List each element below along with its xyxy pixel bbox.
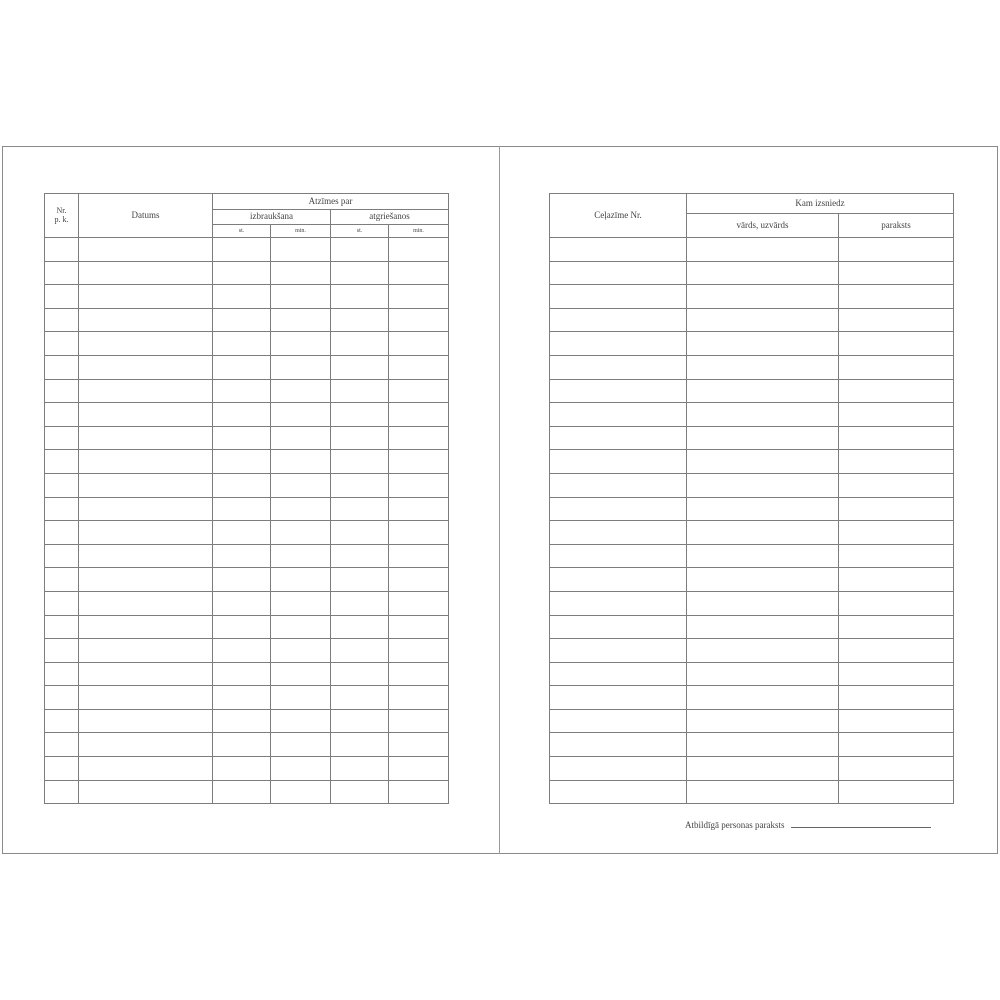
table-cell[interactable]: [550, 662, 687, 686]
table-cell[interactable]: [213, 403, 271, 427]
table-row: [550, 261, 954, 285]
table-row: [45, 733, 449, 757]
table-cell[interactable]: [45, 780, 79, 804]
table-cell[interactable]: [687, 379, 839, 403]
table-cell[interactable]: [839, 497, 954, 521]
table-cell[interactable]: [331, 521, 389, 545]
table-cell[interactable]: [79, 238, 213, 262]
table-cell[interactable]: [79, 568, 213, 592]
table-cell[interactable]: [389, 285, 449, 309]
table-cell[interactable]: [389, 780, 449, 804]
table-cell[interactable]: [687, 733, 839, 757]
table-cell[interactable]: [271, 379, 331, 403]
table-cell[interactable]: [550, 238, 687, 262]
table-row: [45, 591, 449, 615]
table-row: [550, 355, 954, 379]
table-cell[interactable]: [550, 686, 687, 710]
table-cell[interactable]: [271, 426, 331, 450]
table-cell[interactable]: [271, 238, 331, 262]
table-cell[interactable]: [389, 379, 449, 403]
table-cell[interactable]: [687, 709, 839, 733]
table-cell[interactable]: [79, 332, 213, 356]
table-cell[interactable]: [687, 426, 839, 450]
table-cell[interactable]: [389, 238, 449, 262]
table-cell[interactable]: [550, 285, 687, 309]
table-cell[interactable]: [687, 497, 839, 521]
table-cell[interactable]: [687, 473, 839, 497]
table-cell[interactable]: [45, 332, 79, 356]
table-cell[interactable]: [79, 733, 213, 757]
table-cell[interactable]: [839, 521, 954, 545]
table-cell[interactable]: [45, 733, 79, 757]
table-cell[interactable]: [213, 615, 271, 639]
table-cell[interactable]: [550, 568, 687, 592]
table-cell[interactable]: [271, 757, 331, 781]
table-cell[interactable]: [213, 497, 271, 521]
table-cell[interactable]: [550, 733, 687, 757]
table-cell[interactable]: [79, 497, 213, 521]
table-cell[interactable]: [331, 780, 389, 804]
table-row: [45, 238, 449, 262]
table-row: [550, 450, 954, 474]
waybill-issue-log-table: [549, 193, 954, 804]
table-cell[interactable]: [331, 662, 389, 686]
table-cell[interactable]: [839, 733, 954, 757]
table-cell[interactable]: [550, 757, 687, 781]
table-cell[interactable]: [331, 686, 389, 710]
table-cell[interactable]: [550, 544, 687, 568]
table-cell[interactable]: [331, 261, 389, 285]
table-row: [550, 426, 954, 450]
table-cell[interactable]: [271, 662, 331, 686]
table-cell[interactable]: [687, 238, 839, 262]
table-cell[interactable]: [839, 568, 954, 592]
table-cell[interactable]: [45, 521, 79, 545]
table-cell[interactable]: [839, 544, 954, 568]
table-cell[interactable]: [331, 544, 389, 568]
table-cell[interactable]: [79, 473, 213, 497]
table-cell[interactable]: [839, 639, 954, 663]
table-row: [45, 686, 449, 710]
table-cell[interactable]: [687, 403, 839, 427]
table-cell[interactable]: [687, 261, 839, 285]
table-row: [45, 450, 449, 474]
paraksts-header: paraksts: [839, 214, 954, 238]
table-cell[interactable]: [331, 450, 389, 474]
table-row: [45, 662, 449, 686]
table-cell[interactable]: [213, 686, 271, 710]
table-cell[interactable]: [331, 285, 389, 309]
table-cell[interactable]: [331, 379, 389, 403]
table-row: [550, 780, 954, 804]
table-cell[interactable]: [79, 426, 213, 450]
table-cell[interactable]: [550, 261, 687, 285]
table-cell[interactable]: [331, 473, 389, 497]
table-cell[interactable]: [389, 639, 449, 663]
table-cell[interactable]: [213, 733, 271, 757]
table-row: [45, 521, 449, 545]
table-row: [45, 639, 449, 663]
signature-label: Atbildīgā personas paraksts: [685, 820, 785, 830]
table-cell[interactable]: [687, 521, 839, 545]
table-cell[interactable]: [550, 591, 687, 615]
atgriesanos-st-header: st.: [331, 225, 389, 238]
table-cell[interactable]: [331, 709, 389, 733]
table-cell[interactable]: [389, 733, 449, 757]
table-cell[interactable]: [213, 426, 271, 450]
table-cell[interactable]: [79, 780, 213, 804]
table-row: [550, 662, 954, 686]
table-cell[interactable]: [79, 686, 213, 710]
table-cell[interactable]: [213, 568, 271, 592]
table-cell[interactable]: [271, 403, 331, 427]
table-row: [550, 238, 954, 262]
table-cell[interactable]: [839, 757, 954, 781]
table-cell[interactable]: [79, 615, 213, 639]
table-cell[interactable]: [271, 450, 331, 474]
departure-return-log-table: [44, 193, 449, 804]
table-cell[interactable]: [45, 709, 79, 733]
table-cell[interactable]: [839, 591, 954, 615]
table-cell[interactable]: [687, 686, 839, 710]
table-cell[interactable]: [839, 615, 954, 639]
table-cell[interactable]: [389, 544, 449, 568]
table-row: [45, 544, 449, 568]
table-cell[interactable]: [331, 733, 389, 757]
table-cell[interactable]: [550, 521, 687, 545]
table-cell[interactable]: [839, 308, 954, 332]
table-cell[interactable]: [389, 591, 449, 615]
table-cell[interactable]: [271, 355, 331, 379]
table-row: [550, 544, 954, 568]
table-cell[interactable]: [213, 591, 271, 615]
table-cell[interactable]: [839, 355, 954, 379]
table-cell[interactable]: [45, 639, 79, 663]
table-cell[interactable]: [550, 308, 687, 332]
table-cell[interactable]: [79, 521, 213, 545]
table-cell[interactable]: [79, 403, 213, 427]
table-cell[interactable]: [45, 261, 79, 285]
responsible-signature: [685, 818, 953, 832]
table-row: [550, 757, 954, 781]
table-cell[interactable]: [331, 497, 389, 521]
table-cell[interactable]: [79, 450, 213, 474]
table-cell[interactable]: [213, 639, 271, 663]
table-cell[interactable]: [839, 450, 954, 474]
table-cell[interactable]: [550, 615, 687, 639]
table-cell[interactable]: [45, 591, 79, 615]
table-cell[interactable]: [331, 757, 389, 781]
table-cell[interactable]: [213, 662, 271, 686]
table-cell[interactable]: [389, 450, 449, 474]
table-cell[interactable]: [271, 568, 331, 592]
table-cell[interactable]: [839, 780, 954, 804]
table-cell[interactable]: [271, 285, 331, 309]
table-cell[interactable]: [271, 615, 331, 639]
table-cell[interactable]: [331, 238, 389, 262]
table-cell[interactable]: [389, 686, 449, 710]
table-cell[interactable]: [45, 379, 79, 403]
table-cell[interactable]: [271, 497, 331, 521]
table-row: [550, 521, 954, 545]
datums-header: Datums: [79, 194, 213, 238]
vards-uzvards-header: vārds, uzvārds: [687, 214, 839, 238]
table-cell[interactable]: [271, 709, 331, 733]
table-cell[interactable]: [839, 662, 954, 686]
table-cell[interactable]: [79, 285, 213, 309]
table-cell[interactable]: [389, 473, 449, 497]
table-cell[interactable]: [45, 308, 79, 332]
table-cell[interactable]: [213, 261, 271, 285]
table-cell[interactable]: [389, 403, 449, 427]
table-cell[interactable]: [79, 355, 213, 379]
table-cell[interactable]: [839, 285, 954, 309]
table-cell[interactable]: [79, 544, 213, 568]
table-cell[interactable]: [331, 591, 389, 615]
table-row: [45, 473, 449, 497]
table-cell[interactable]: [550, 403, 687, 427]
celazime-nr-header: Ceļazīme Nr.: [550, 194, 687, 238]
table-cell[interactable]: [839, 403, 954, 427]
table-cell[interactable]: [389, 521, 449, 545]
table-cell[interactable]: [839, 332, 954, 356]
table-cell[interactable]: [550, 355, 687, 379]
table-cell[interactable]: [389, 308, 449, 332]
table-cell[interactable]: [331, 615, 389, 639]
table-cell[interactable]: [550, 497, 687, 521]
table-cell[interactable]: [45, 568, 79, 592]
table-row: [45, 379, 449, 403]
table-cell[interactable]: [687, 355, 839, 379]
table-cell[interactable]: [389, 261, 449, 285]
table-cell[interactable]: [839, 709, 954, 733]
table-row: [550, 379, 954, 403]
table-cell[interactable]: [550, 780, 687, 804]
table-cell[interactable]: [45, 615, 79, 639]
table-cell[interactable]: [45, 544, 79, 568]
table-cell[interactable]: [213, 521, 271, 545]
table-row: [45, 568, 449, 592]
table-cell[interactable]: [687, 450, 839, 474]
table-row: [550, 308, 954, 332]
table-cell[interactable]: [389, 332, 449, 356]
table-cell[interactable]: [839, 261, 954, 285]
table-cell[interactable]: [271, 521, 331, 545]
table-cell[interactable]: [271, 308, 331, 332]
nr-header: Nr. p. k.: [45, 194, 79, 238]
table-cell[interactable]: [45, 403, 79, 427]
table-cell[interactable]: [79, 757, 213, 781]
table-cell[interactable]: [550, 426, 687, 450]
table-row: [45, 285, 449, 309]
table-cell[interactable]: [45, 757, 79, 781]
table-cell[interactable]: [687, 615, 839, 639]
table-cell[interactable]: [79, 379, 213, 403]
table-row: [45, 403, 449, 427]
table-row: [550, 591, 954, 615]
table-cell[interactable]: [331, 426, 389, 450]
table-cell[interactable]: [79, 308, 213, 332]
table-row: [45, 332, 449, 356]
table-cell[interactable]: [687, 332, 839, 356]
table-cell[interactable]: [687, 757, 839, 781]
table-cell[interactable]: [839, 686, 954, 710]
table-cell[interactable]: [45, 355, 79, 379]
table-row: [550, 285, 954, 309]
table-cell[interactable]: [271, 591, 331, 615]
atgriesanos-min-header: min.: [389, 225, 449, 238]
table-cell[interactable]: [213, 757, 271, 781]
table-row: [45, 615, 449, 639]
table-cell[interactable]: [550, 473, 687, 497]
table-row: [550, 497, 954, 521]
table-cell[interactable]: [213, 709, 271, 733]
table-cell[interactable]: [550, 450, 687, 474]
table-cell[interactable]: [271, 686, 331, 710]
table-row: [550, 709, 954, 733]
table-cell[interactable]: [331, 355, 389, 379]
table-cell[interactable]: [45, 285, 79, 309]
table-cell[interactable]: [45, 497, 79, 521]
izbraukšana-header: izbraukšana: [213, 210, 331, 225]
table-cell[interactable]: [213, 473, 271, 497]
table-cell[interactable]: [389, 426, 449, 450]
table-cell[interactable]: [45, 473, 79, 497]
table-cell[interactable]: [331, 332, 389, 356]
table-cell[interactable]: [687, 662, 839, 686]
table-cell[interactable]: [79, 261, 213, 285]
table-row: [550, 686, 954, 710]
table-row: [550, 615, 954, 639]
table-row: [45, 355, 449, 379]
table-cell[interactable]: [550, 379, 687, 403]
table-cell[interactable]: [45, 238, 79, 262]
table-cell[interactable]: [79, 662, 213, 686]
table-cell[interactable]: [213, 780, 271, 804]
table-cell[interactable]: [79, 709, 213, 733]
izbraukšana-st-header: st.: [213, 225, 271, 238]
table-cell[interactable]: [45, 662, 79, 686]
table-cell[interactable]: [389, 497, 449, 521]
table-row: [550, 733, 954, 757]
table-cell[interactable]: [331, 308, 389, 332]
table-cell[interactable]: [687, 544, 839, 568]
table-cell[interactable]: [213, 238, 271, 262]
table-cell[interactable]: [213, 379, 271, 403]
table-cell[interactable]: [839, 426, 954, 450]
table-cell[interactable]: [45, 450, 79, 474]
table-cell[interactable]: [271, 332, 331, 356]
table-cell[interactable]: [839, 473, 954, 497]
atgriesanos-header: atgriešanos: [331, 210, 449, 225]
table-cell[interactable]: [550, 709, 687, 733]
table-cell[interactable]: [389, 757, 449, 781]
page-gutter: [499, 146, 500, 854]
table-row: [550, 403, 954, 427]
table-cell[interactable]: [331, 568, 389, 592]
table-cell[interactable]: [839, 379, 954, 403]
table-row: [45, 426, 449, 450]
izbraukšana-min-header: min.: [271, 225, 331, 238]
table-row: [45, 308, 449, 332]
kam-izsniedz-header: Kam izsniedz: [687, 194, 954, 214]
table-cell[interactable]: [271, 261, 331, 285]
table-cell[interactable]: [550, 332, 687, 356]
table-cell[interactable]: [839, 238, 954, 262]
table-cell[interactable]: [271, 639, 331, 663]
table-cell[interactable]: [45, 686, 79, 710]
table-row: [550, 473, 954, 497]
table-cell[interactable]: [79, 591, 213, 615]
table-cell[interactable]: [45, 426, 79, 450]
table-cell[interactable]: [213, 308, 271, 332]
table-cell[interactable]: [687, 568, 839, 592]
table-cell[interactable]: [331, 639, 389, 663]
table-cell[interactable]: [687, 591, 839, 615]
table-cell[interactable]: [550, 639, 687, 663]
table-cell[interactable]: [389, 355, 449, 379]
table-cell[interactable]: [213, 544, 271, 568]
table-cell[interactable]: [271, 473, 331, 497]
table-cell[interactable]: [213, 355, 271, 379]
table-cell[interactable]: [687, 308, 839, 332]
atzimes-par-header: Atzīmes par: [213, 194, 449, 210]
table-cell[interactable]: [687, 639, 839, 663]
table-cell[interactable]: [389, 615, 449, 639]
table-cell[interactable]: [213, 285, 271, 309]
signature-line[interactable]: [791, 818, 931, 828]
table-cell[interactable]: [331, 403, 389, 427]
table-row: [45, 709, 449, 733]
table-cell[interactable]: [271, 780, 331, 804]
table-row: [45, 261, 449, 285]
table-cell[interactable]: [389, 709, 449, 733]
table-row: [45, 780, 449, 804]
table-cell[interactable]: [687, 780, 839, 804]
table-row: [550, 332, 954, 356]
table-cell[interactable]: [389, 568, 449, 592]
table-cell[interactable]: [389, 662, 449, 686]
table-cell[interactable]: [79, 639, 213, 663]
table-cell[interactable]: [687, 285, 839, 309]
table-row: [550, 639, 954, 663]
table-cell[interactable]: [213, 450, 271, 474]
table-cell[interactable]: [213, 332, 271, 356]
table-row: [45, 497, 449, 521]
table-cell[interactable]: [271, 733, 331, 757]
table-cell[interactable]: [271, 544, 331, 568]
table-row: [550, 568, 954, 592]
table-row: [45, 757, 449, 781]
